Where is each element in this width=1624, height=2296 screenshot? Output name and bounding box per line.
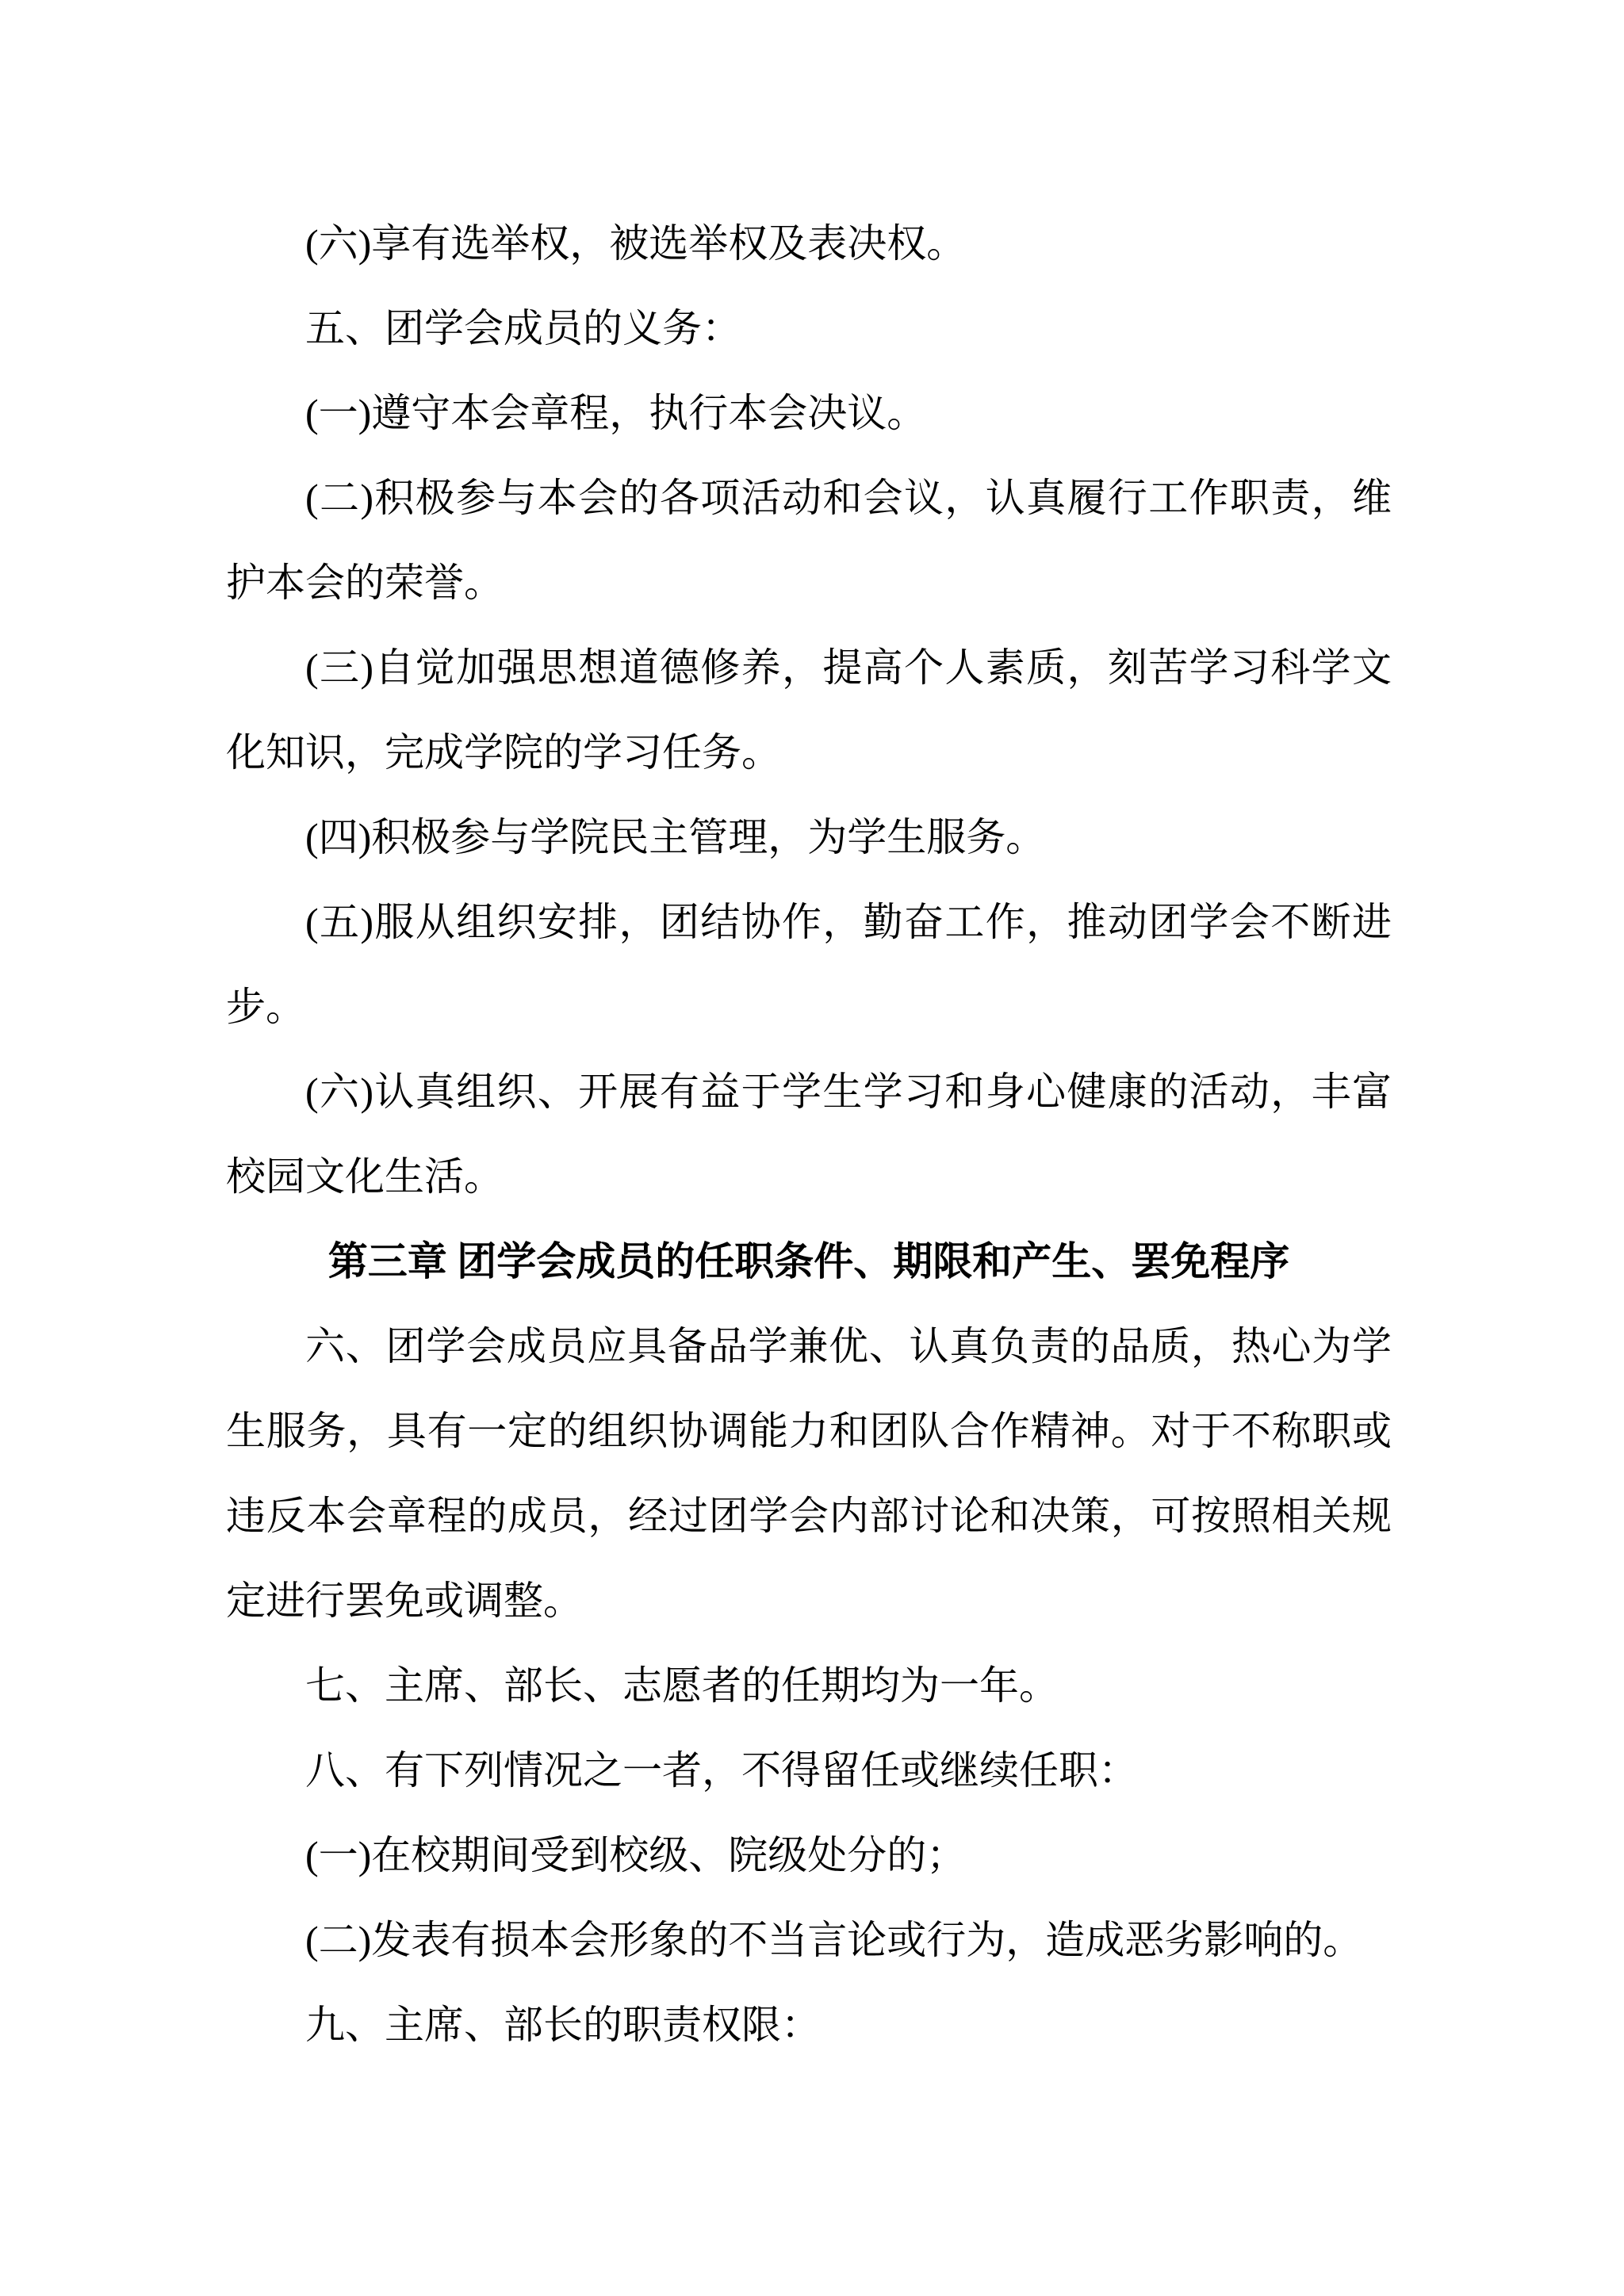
paragraph-article-5-duties: 五、团学会成员的义务： <box>305 306 741 350</box>
paragraph-duty-4: (四)积极参与学院民主管理，为学生服务。 <box>305 815 1046 859</box>
paragraph-item-6-rights: (六)享有选举权，被选举权及表决权。 <box>305 221 967 266</box>
paragraph-disqualification-1: (一)在校期间受到校级、院级处分的； <box>305 1833 967 1877</box>
paragraph-disqualification-2: (二)发表有损本会形象的不当言论或行为，造成恶劣影响的。 <box>305 1918 1363 1962</box>
paragraph-duty-1: (一)遵守本会章程，执行本会决议。 <box>305 391 927 435</box>
paragraph-duty-5: (五)服从组织安排，团结协作，勤奋工作，推动团学会不断进步。 <box>226 900 1392 1029</box>
paragraph-article-8-disqualification: 八、有下列情况之一者，不得留任或继续任职： <box>305 1748 1138 1793</box>
paragraph-article-9-authority: 九、主席、部长的职责权限： <box>305 2003 821 2047</box>
chapter-3-heading: 第三章 团学会成员的任职条件、期限和产生、罢免程序 <box>327 1239 1290 1284</box>
paragraph-article-7-term: 七、主席、部长、志愿者的任期均为一年。 <box>305 1663 1059 1708</box>
paragraph-article-6-qualifications: 六、团学会成员应具备品学兼优、认真负责的品质，热心为学生服务，具有一定的组织协调能力和团队合作精神。对于不称职或违反本会章程的成员，经过团学会内部讨论和决策，可按照相关规定进行罢免或调整。 <box>226 1324 1392 1623</box>
paragraph-duty-2: (二)积极参与本会的各项活动和会议，认真履行工作职责，维护本会的荣誉。 <box>226 476 1392 605</box>
document-body <box>226 201 1392 2068</box>
paragraph-duty-3: (三)自觉加强思想道德修养，提高个人素质，刻苦学习科学文化知识，完成学院的学习任务。 <box>226 645 1392 775</box>
paragraph-duty-6: (六)认真组织、开展有益于学生学习和身心健康的活动，丰富校园文化生活。 <box>226 1070 1392 1199</box>
